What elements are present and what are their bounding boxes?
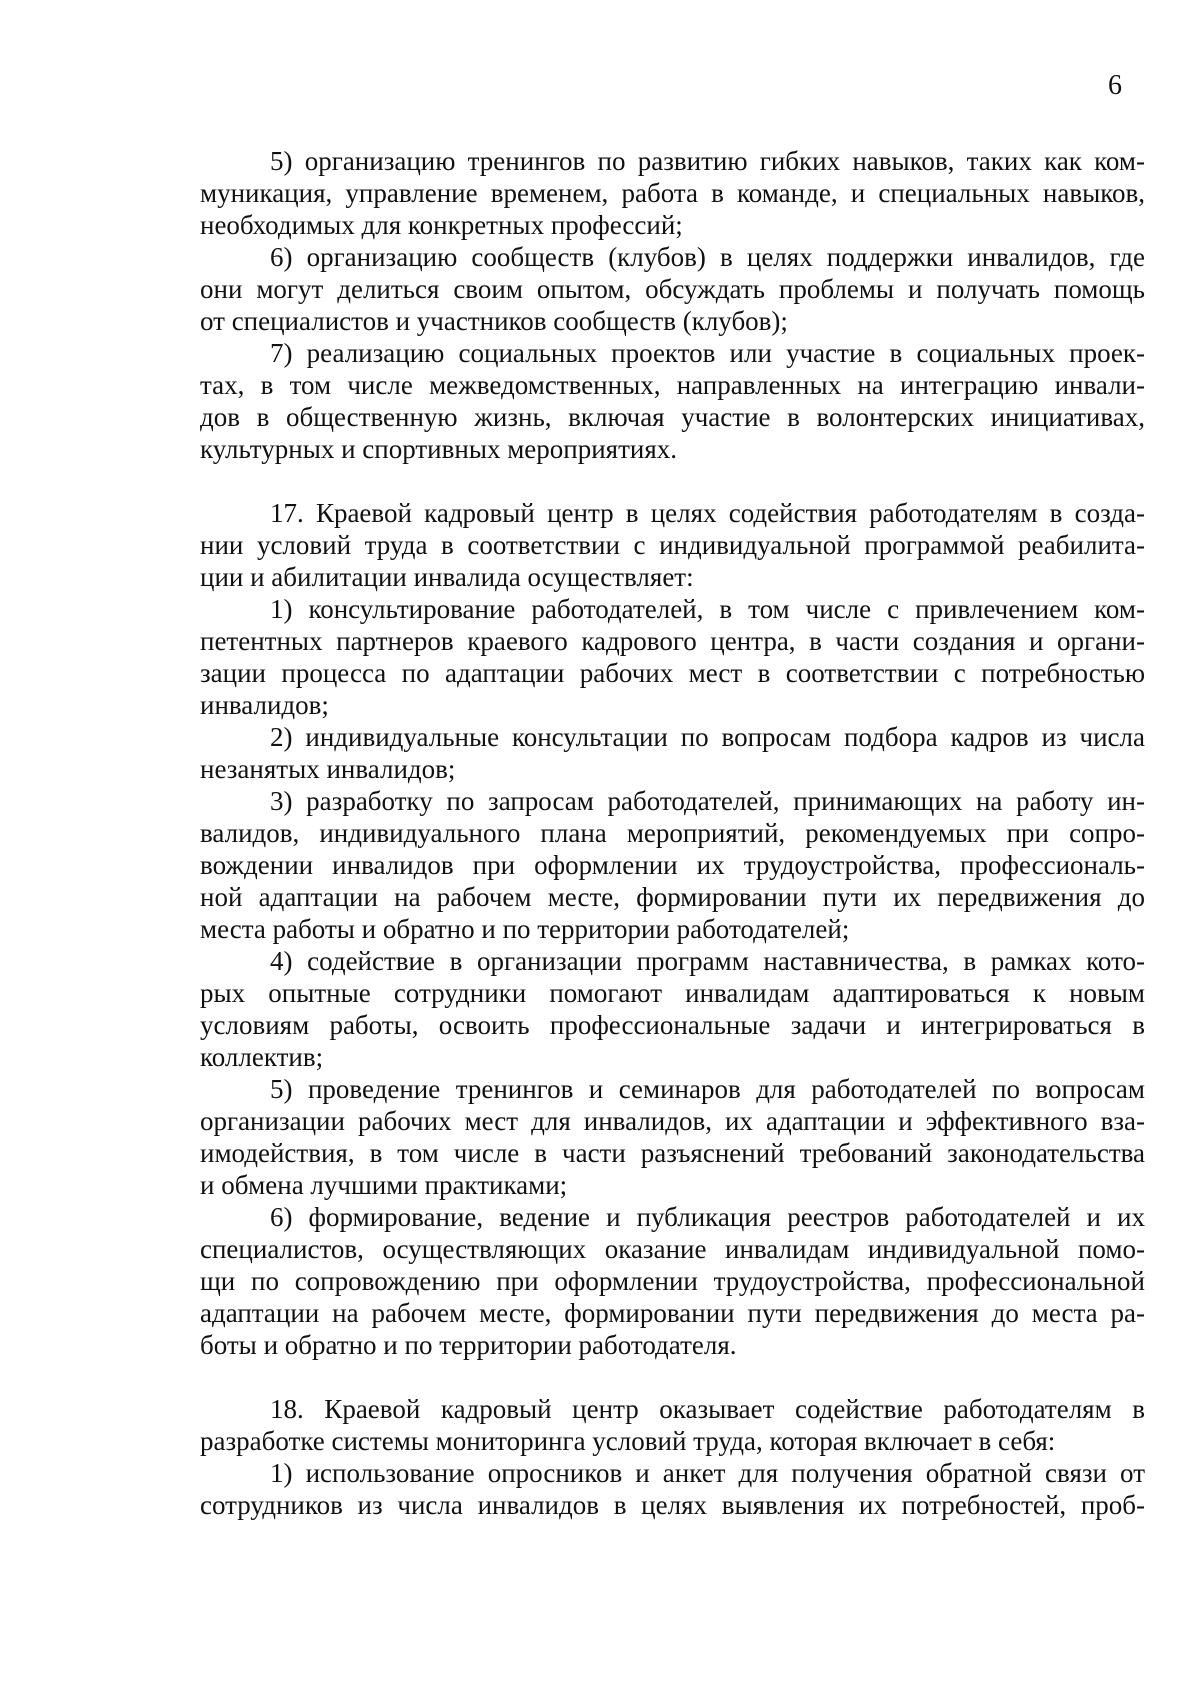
text-line: разработке системы мониторинга условий труда, которая включает в себя:: [200, 1426, 1056, 1456]
text-line: 1) использование опросников и анкет для получения обратной связи от: [270, 1458, 1145, 1488]
text-line: 5) проведение тренингов и семинаров для работодателей по вопросам: [270, 1074, 1145, 1104]
page-number: 6: [1108, 70, 1122, 101]
text-line: они могут делиться своим опытом, обсуждать проблемы и получать помощь: [200, 274, 1145, 304]
text-line: муникация, управление временем, работа в команде, и специальных навыков,: [200, 178, 1145, 208]
text-line: коллектив;: [200, 1042, 324, 1072]
text-line: инвалидов;: [200, 690, 329, 720]
paragraph-s17-item3: [200, 785, 1145, 945]
text-line: специалистов, осуществляющих оказание инвалидам индивидуальной помо-: [200, 1234, 1145, 1264]
text-line: 3) разработку по запросам работодателей, принимающих на работу ин-: [270, 786, 1145, 816]
text-line: и обмена лучшими практиками;: [200, 1170, 568, 1200]
text-line: тах, в том числе межведомственных, направленных на интеграцию инвали-: [200, 370, 1145, 400]
paragraph-item5-training: [200, 145, 1145, 241]
paragraph-item6-clubs: [200, 241, 1145, 337]
text-line: сотрудников из числа инвалидов в целях выявления их потребностей, проб-: [200, 1490, 1145, 1520]
text-line: дов в общественную жизнь, включая участие в волонтерских инициативах,: [200, 402, 1145, 432]
text-line: условиям работы, освоить профессиональные задачи и интегрироваться в: [200, 1010, 1145, 1040]
section-spacer: [200, 465, 1145, 497]
text-line: петентных партнеров краевого кадрового центра, в части создания и органи-: [200, 626, 1145, 656]
document-body: [200, 145, 1145, 1521]
paragraph-s17-item2: [200, 721, 1145, 785]
paragraph-s17-item5: [200, 1073, 1145, 1201]
text-line: 6) формирование, ведение и публикация реестров работодателей и их: [270, 1202, 1145, 1232]
text-line: вождении инвалидов при оформлении их трудоустройства, профессиональ-: [200, 850, 1145, 880]
paragraph-section-18-intro: [200, 1393, 1145, 1457]
text-line: необходимых для конкретных профессий;: [200, 210, 683, 240]
text-line: 7) реализацию социальных проектов или участие в социальных проек-: [270, 338, 1145, 368]
text-line: адаптации на рабочем месте, формировании пути передвижения до места ра-: [200, 1298, 1145, 1328]
text-line: боты и обратно и по территории работодателя.: [200, 1330, 737, 1360]
paragraph-s17-item6: [200, 1201, 1145, 1361]
paragraph-section-17-intro: [200, 497, 1145, 593]
text-line: нии условий труда в соответствии с индивидуальной программой реабилита-: [200, 530, 1145, 560]
text-line: ции и абилитации инвалида осуществляет:: [200, 562, 694, 592]
paragraph-s17-item4: [200, 945, 1145, 1073]
text-line: 5) организацию тренингов по развитию гибких навыков, таких как ком-: [270, 146, 1145, 176]
text-line: рых опытные сотрудники помогают инвалидам адаптироваться к новым: [200, 978, 1145, 1008]
text-line: культурных и спортивных мероприятиях.: [200, 434, 678, 464]
paragraph-item7-projects: [200, 337, 1145, 465]
text-line: места работы и обратно и по территории работодателей;: [200, 914, 850, 944]
text-line: 18. Краевой кадровый центр оказывает содействие работодателям в: [270, 1394, 1145, 1424]
text-line: зации процесса по адаптации рабочих мест в соответствии с потребностью: [200, 658, 1145, 688]
text-line: организации рабочих мест для инвалидов, их адаптации и эффективного вза-: [200, 1106, 1145, 1136]
text-line: незанятых инвалидов;: [200, 754, 456, 784]
text-line: 4) содействие в организации программ наставничества, в рамках кото-: [270, 946, 1145, 976]
text-line: валидов, индивидуального плана мероприятий, рекомендуемых при сопро-: [200, 818, 1145, 848]
text-line: 1) консультирование работодателей, в том числе с привлечением ком-: [270, 594, 1145, 624]
paragraph-s18-item1: [200, 1457, 1145, 1521]
text-line: щи по сопровождению при оформлении трудоустройства, профессиональной: [200, 1266, 1145, 1296]
paragraph-s17-item1: [200, 593, 1145, 721]
text-line: имодействия, в том числе в части разъяснений требований законодательства: [200, 1138, 1145, 1168]
text-line: 2) индивидуальные консультации по вопросам подбора кадров из числа: [270, 722, 1145, 752]
text-line: ной адаптации на рабочем месте, формировании пути их передвижения до: [200, 882, 1145, 912]
text-line: 6) организацию сообществ (клубов) в целях поддержки инвалидов, где: [270, 242, 1145, 272]
text-line: от специалистов и участников сообществ (клубов);: [200, 306, 788, 336]
section-spacer: [200, 1361, 1145, 1393]
text-line: 17. Краевой кадровый центр в целях содействия работодателям в созда-: [270, 498, 1145, 528]
